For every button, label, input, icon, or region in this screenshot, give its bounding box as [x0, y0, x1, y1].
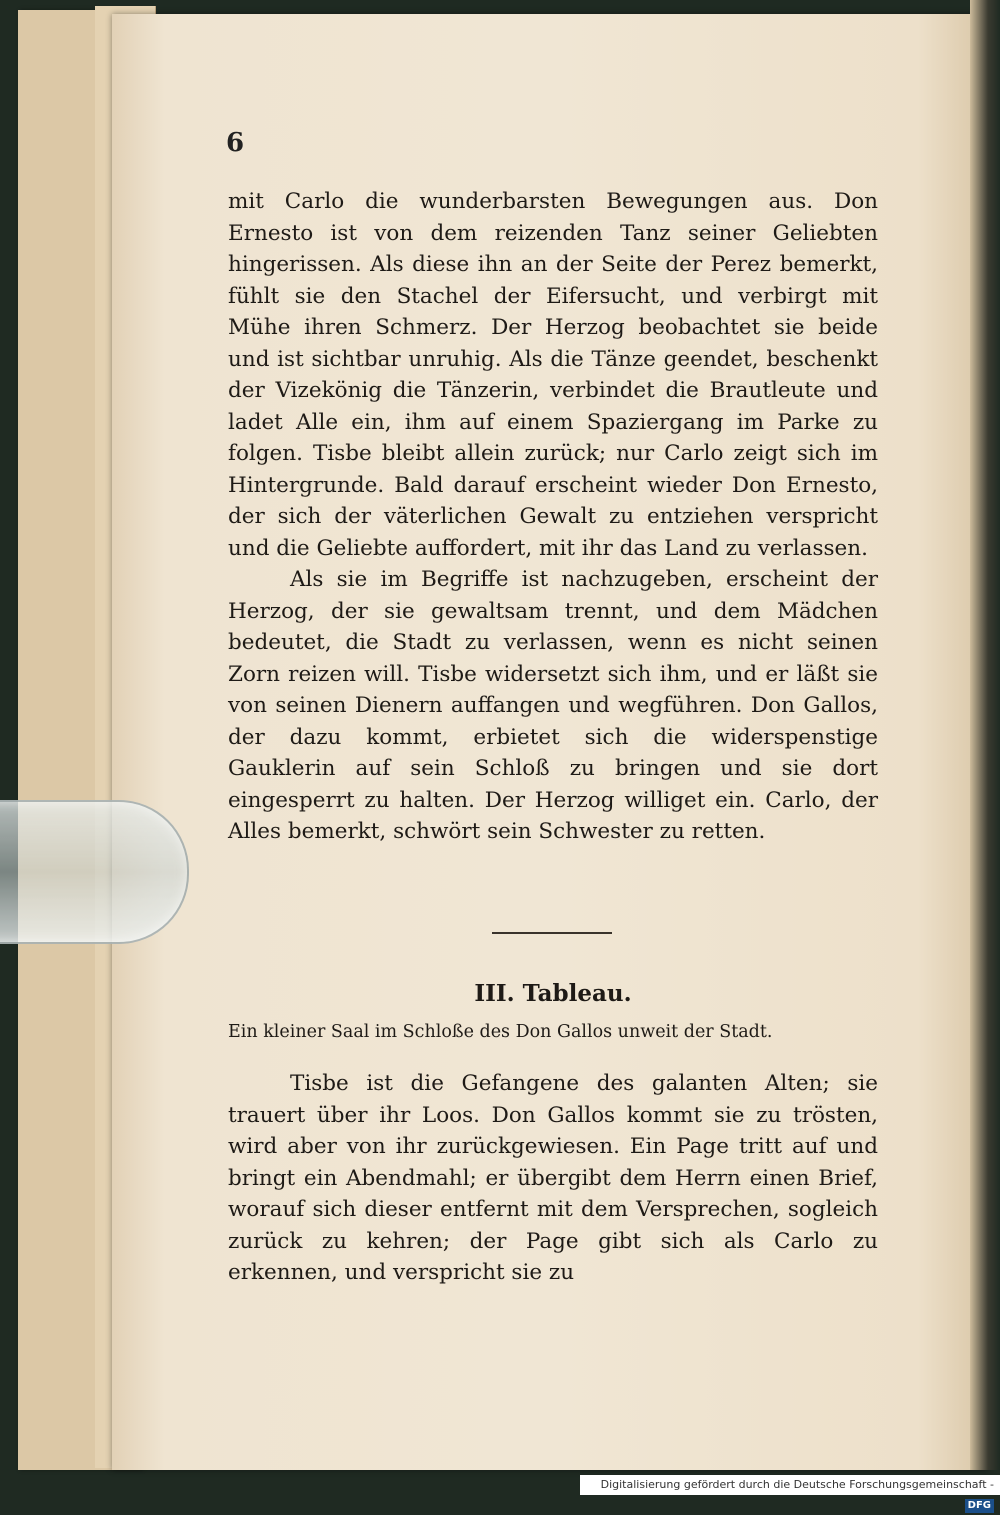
body-text-top	[228, 186, 878, 848]
scene-description: Ein kleiner Saal im Schloße des Don Gallos unweit der Stadt.	[228, 1022, 773, 1042]
body-text-bottom	[228, 1068, 878, 1289]
section-title: III. Tableau.	[474, 980, 632, 1007]
paragraph-1: mit Carlo die wunderbarsten Bewegungen aus. Don Ernesto ist von dem reizenden Tanz seiner Geliebten hingerissen. Als diese ihn an der Seite der Perez bemerkt, fühlt sie den Stachel der Eifersucht, und verbirgt mit Mühe ihren Schmerz. Der Herzog beobachtet sie beide und ist sichtbar unruhig. Als die Tänze geendet, beschenkt der Vizekönig die Tänzerin, verbindet die Brautleute und ladet Alle ein, ihm auf einem Spaziergang im Parke zu folgen. Tisbe bleibt allein zurück; nur Carlo zeigt sich im Hintergrunde. Bald darauf erscheint wieder Don Ernesto, der sich der väterlichen Gewalt zu entziehen verspricht und die Geliebte auffordert, mit ihr das Land zu verlassen.	[228, 189, 878, 561]
footer-credit: Digitalisierung gefördert durch die Deutsche Forschungsgemeinschaft -	[600, 1478, 994, 1491]
page-number: 6	[226, 128, 245, 158]
paragraph-3: Tisbe ist die Gefangene des galanten Alten; sie trauert über ihr Loos. Don Gallos kommt sie zu trösten, wird aber von ihr zurückgewiesen. Ein Page tritt auf und bringt ein Abendmahl; er übergibt dem Herrn einen Brief, worauf sich dieser entfernt mit dem Versprechen, sogleich zurück zu kehren; der Page gibt sich als Carlo zu erkennen, und verspricht sie zu	[228, 1071, 878, 1285]
dfg-logo: DFG	[965, 1499, 994, 1513]
paragraph-2: Als sie im Begriffe ist nachzugeben, erscheint der Herzog, der sie gewaltsam trennt, und dem Mädchen bedeutet, die Stadt zu verlassen, wenn es nicht seinen Zorn reizen will. Tisbe widersetzt sich ihm, und er läßt sie von seinen Dienern auffangen und wegführen. Don Gallos, der dazu kommt, erbietet sich die widerspenstige Gauklerin auf sein Schloß zu bringen und sie dort eingesperrt zu halten. Der Herzog williget ein. Carlo, der Alles bemerkt, schwört sein Schwester zu retten.	[228, 567, 878, 844]
section-divider	[492, 932, 612, 934]
book-gutter	[970, 0, 1000, 1470]
glass-page-clip	[0, 800, 189, 944]
digitization-footer	[580, 1475, 1000, 1511]
